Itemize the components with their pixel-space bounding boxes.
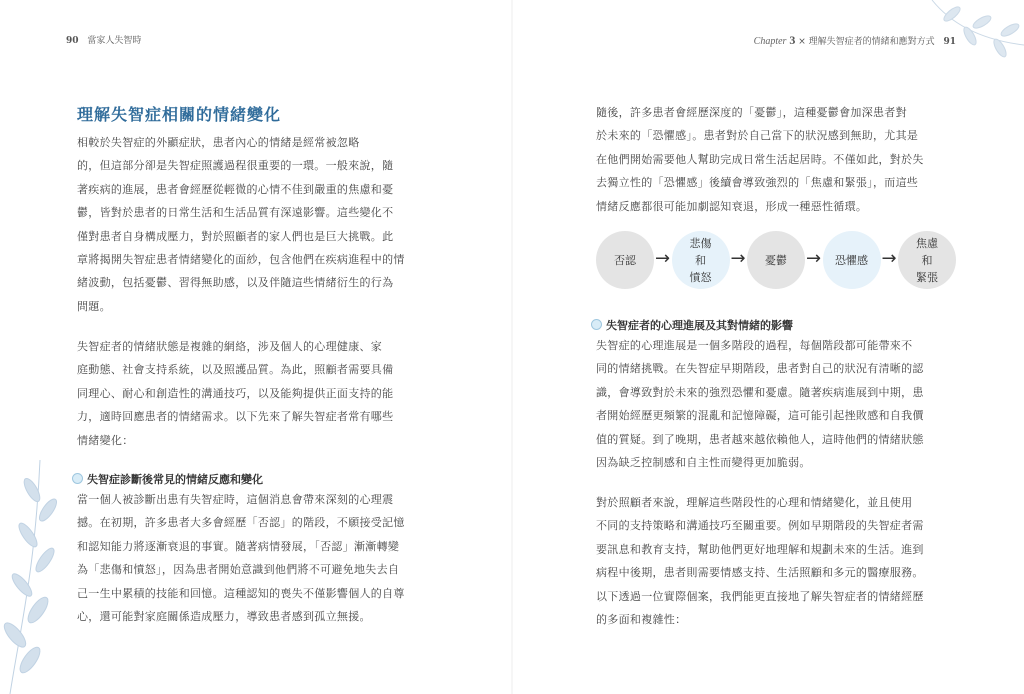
left-paragraph-2-line: 庭動態、社會支持系統，以及照護品質。為此，照顧者需要具備 bbox=[77, 363, 394, 377]
leaf-decoration-icon bbox=[0, 450, 70, 694]
right-paragraph-2-line: 失智症的心理進展是一個多階段的過程，每個階段都可能帶來不 bbox=[596, 339, 913, 352]
flow-node bbox=[672, 231, 730, 289]
right-paragraph-2 bbox=[596, 334, 952, 474]
left-paragraph-1-line: 的，但這部分卻是失智症照護過程很重要的一環。一般來說，隨 bbox=[77, 159, 394, 173]
right-paragraph-3 bbox=[596, 491, 952, 631]
right-page-number: 91 bbox=[943, 37, 956, 47]
right-paragraph-3-line: 的多面和複雜性： bbox=[596, 612, 687, 626]
left-running-title: 當家人失智時 bbox=[87, 36, 142, 46]
flow-node bbox=[898, 231, 956, 289]
left-paragraph-1-line: 著疾病的進展，患者會經歷從輕微的心情不佳到嚴重的焦慮和憂 bbox=[77, 182, 394, 196]
flow-node bbox=[596, 231, 654, 289]
right-paragraph-2-line: 因為缺乏控制感和自主性而變得更加脆弱。 bbox=[596, 455, 811, 469]
right-subheading bbox=[591, 317, 793, 333]
right-subheading-text: 失智症者的心理進展及其對情緒的影響 bbox=[606, 319, 793, 332]
right-running-title: × 理解失智症者的情緒和應對方式 bbox=[798, 37, 935, 47]
right-paragraph-1-line: 於未來的「恐懼感」。患者對於自己當下的狀況感到無助，尤其是 bbox=[596, 129, 919, 143]
flow-node-label: 憤怒 bbox=[689, 270, 712, 284]
flow-arrow-icon: → bbox=[655, 248, 671, 269]
right-paragraph-1-line: 情緒反應都很可能加劇認知衰退，形成一種惡性循環。 bbox=[596, 199, 868, 213]
left-paragraph-2-line: 同理心、耐心和創造性的溝通技巧，以及能夠提供正面支持的能 bbox=[77, 386, 394, 400]
left-paragraph-3-line: 心，還可能對家庭關係造成壓力，導致患者感到孤立無援。 bbox=[77, 609, 371, 623]
emotion-flow-diagram bbox=[596, 227, 956, 293]
flow-node-label: 否認 bbox=[614, 253, 636, 267]
right-paragraph-3-line: 不同的支持策略和溝通技巧至關重要。例如早期階段的失智症者需 bbox=[596, 519, 924, 533]
left-paragraph-1-line: 僅對患者自身構成壓力，對於照顧者的家人們也是巨大挑戰。此 bbox=[77, 229, 394, 243]
left-paragraph-1-line: 鬱，皆對於患者的日常生活和生活品質有深遠影響。這些變化不 bbox=[77, 206, 394, 220]
left-page-number: 90 bbox=[66, 36, 79, 46]
bullet-dot-icon bbox=[591, 319, 602, 330]
left-paragraph-2 bbox=[77, 335, 429, 452]
chapter-number: 3 bbox=[789, 33, 796, 47]
right-paragraph-3-line: 病程中後期，患者則需要情感支持、生活照顧和多元的醫療服務。 bbox=[596, 566, 924, 580]
left-paragraph-2-line: 力，適時回應患者的情緒需求。以下先來了解失智症者常有哪些 bbox=[77, 410, 394, 424]
right-paragraph-1 bbox=[596, 101, 952, 218]
right-paragraph-1-line: 隨後，許多患者會經歷深度的「憂鬱」，這種憂鬱會加深患者對 bbox=[596, 106, 907, 119]
right-paragraph-1-line: 在他們開始需要他人幫助完成日常生活起居時。不僅如此，對於失 bbox=[596, 152, 924, 166]
flow-node-label: 恐懼感 bbox=[835, 253, 868, 267]
left-paragraph-1 bbox=[77, 131, 429, 318]
right-paragraph-3-line: 要訊息和教育支持，幫助他們更好地理解和規劃未來的生活。進到 bbox=[596, 542, 924, 556]
flow-node-label: 和 bbox=[921, 253, 933, 267]
flow-node-label: 悲傷 bbox=[689, 236, 712, 250]
left-paragraph-1-line: 相較於失智症的外顯症狀，患者內心的情緒是經常被忽略 bbox=[77, 136, 360, 149]
right-paragraph-2-line: 者開始經歷更頻繁的混亂和記憶障礙，這可能引起挫敗感和自我價 bbox=[596, 409, 924, 423]
flow-node bbox=[747, 231, 805, 289]
flow-arrow-icon: → bbox=[730, 248, 746, 269]
leaf-decoration-top-icon bbox=[912, 0, 1024, 70]
right-paragraph-2-line: 同的情緒挑戰。在失智症早期階段，患者對自己的狀況有清晰的認 bbox=[596, 362, 924, 376]
left-paragraph-3 bbox=[77, 488, 429, 628]
left-paragraph-3-line: 和認知能力將逐漸衰退的事實。隨著病情發展，「否認」漸漸轉變 bbox=[77, 539, 400, 553]
right-paragraph-1-line: 去獨立性的「恐懼感」後續會導致強烈的「焦慮和緊張」，而這些 bbox=[596, 176, 919, 190]
flow-node-label: 焦慮 bbox=[916, 236, 938, 250]
section-heading: 理解失智症相關的情緒變化 bbox=[77, 105, 282, 124]
flow-arrow-icon: → bbox=[881, 248, 897, 269]
left-paragraph-1-line: 問題。 bbox=[77, 299, 111, 313]
left-paragraph-3-line: 為「悲傷和憤怒」，因為患者開始意識到他們將不可避免地失去自 bbox=[77, 563, 400, 577]
flow-node bbox=[823, 231, 881, 289]
left-paragraph-1-line: 緒波動，包括憂鬱、習得無助感，以及伴隨這些情緒衍生的行為 bbox=[77, 276, 394, 290]
left-paragraph-3-line: 當一個人被診斷出患有失智症時，這個消息會帶來深刻的心理震 bbox=[77, 493, 394, 506]
flow-node-label: 緊張 bbox=[916, 270, 938, 284]
left-paragraph-3-line: 撼。在初期，許多患者大多會經歷「否認」的階段，不願接受記憶 bbox=[77, 516, 405, 530]
chapter-label: Chapter bbox=[753, 36, 787, 47]
left-paragraph-2-line: 情緒變化： bbox=[77, 433, 134, 447]
right-paragraph-2-line: 值的質疑。到了晚期，患者越來越依賴他人，這時他們的情緒狀態 bbox=[596, 432, 924, 446]
left-paragraph-2-line: 失智症者的情緒狀態是複雜的網絡，涉及個人的心理健康、家 bbox=[77, 340, 383, 353]
bullet-dot-icon bbox=[72, 473, 83, 484]
left-paragraph-3-line: 己一生中累積的技能和回憶。這種認知的喪失不僅影響個人的自尊 bbox=[77, 586, 405, 600]
left-subheading-text: 失智症診斷後常見的情緒反應和變化 bbox=[87, 473, 263, 486]
right-paragraph-3-line: 以下透過一位實際個案，我們能更直接地了解失智症者的情緒經歷 bbox=[596, 589, 924, 603]
flow-node-label: 和 bbox=[695, 253, 706, 267]
flow-node-label: 憂鬱 bbox=[765, 253, 787, 267]
left-paragraph-1-line: 章將揭開失智症患者情緒變化的面紗，包含他們在疾病進程中的情 bbox=[77, 252, 405, 266]
right-paragraph-3-line: 對於照顧者來說，理解這些階段性的心理和情緒變化，並且使用 bbox=[596, 496, 913, 509]
left-running-header bbox=[66, 33, 141, 46]
flow-arrow-icon: → bbox=[806, 248, 822, 269]
right-paragraph-2-line: 識，會導致對於未來的強烈恐懼和憂慮。隨著疾病進展到中期，患 bbox=[596, 385, 924, 399]
left-subheading bbox=[72, 471, 263, 487]
